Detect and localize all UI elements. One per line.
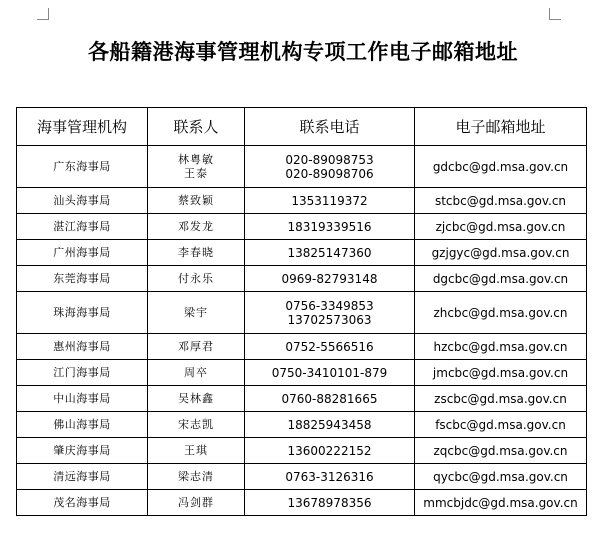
email-cell: jmcbc@gd.msa.gov.cn [415,360,587,386]
org-cell: 湛江海事局 [17,214,148,240]
email-cell: mmcbjdc@gd.msa.gov.cn [415,490,587,516]
phone-cell: 0750-3410101-879 [245,360,415,386]
email-cell: zjcbc@gd.msa.gov.cn [415,214,587,240]
phone-number: 13702573063 [287,312,372,327]
org-cell: 清远海事局 [17,464,148,490]
contact-cell: 王琪 [148,438,245,464]
contact-cell: 梁宇 [148,292,245,334]
contact-cell: 邓厚君 [148,334,245,360]
email-cell: gzjgyc@gd.msa.gov.cn [415,240,587,266]
phone-cell [245,146,415,188]
email-cell: dgcbc@gd.msa.gov.cn [415,266,587,292]
contact-cell: 蔡致颖 [148,188,245,214]
table-row [17,146,587,188]
table-row [17,412,587,438]
phone-number: 020-89098753 [285,152,374,167]
email-cell: hzcbc@gd.msa.gov.cn [415,334,587,360]
table-row [17,292,587,334]
table-row [17,386,587,412]
phone-number: 0756-3349853 [285,298,374,313]
contact-cell [148,146,245,188]
phone-cell: 18319339516 [245,214,415,240]
contact-name: 林粤敏 [178,152,214,166]
email-cell: zscbc@gd.msa.gov.cn [415,386,587,412]
contact-cell: 邓发龙 [148,214,245,240]
org-cell: 珠海海事局 [17,292,148,334]
contact-name: 王泰 [184,166,208,180]
table-row [17,464,587,490]
table-row [17,334,587,360]
header-org: 海事管理机构 [17,108,148,146]
email-cell: gdcbc@gd.msa.gov.cn [415,146,587,188]
org-cell: 东莞海事局 [17,266,148,292]
table-row [17,240,587,266]
document-title: 各船籍港海事管理机构专项工作电子邮箱地址 [88,40,518,64]
email-cell: fscbc@gd.msa.gov.cn [415,412,587,438]
contact-table [16,107,587,516]
table-header-row [17,108,587,146]
phone-cell: 0969-82793148 [245,266,415,292]
phone-cell: 18825943458 [245,412,415,438]
header-contact: 联系人 [148,108,245,146]
table-row [17,188,587,214]
page-corner-mark-left [37,8,49,20]
org-cell: 佛山海事局 [17,412,148,438]
phone-cell: 0763-3126316 [245,464,415,490]
phone-cell [245,292,415,334]
contact-cell: 冯剑群 [148,490,245,516]
email-cell: qycbc@gd.msa.gov.cn [415,464,587,490]
table-row [17,214,587,240]
contact-cell: 宋志凯 [148,412,245,438]
contact-cell: 付永乐 [148,266,245,292]
org-cell: 茂名海事局 [17,490,148,516]
email-cell: stcbc@gd.msa.gov.cn [415,188,587,214]
header-phone: 联系电话 [245,108,415,146]
org-cell: 广州海事局 [17,240,148,266]
table-row [17,360,587,386]
contact-cell: 吴林鑫 [148,386,245,412]
org-cell: 肇庆海事局 [17,438,148,464]
phone-cell: 0760-88281665 [245,386,415,412]
contact-cell: 周卒 [148,360,245,386]
phone-cell: 0752-5566516 [245,334,415,360]
phone-number: 020-89098706 [285,166,374,181]
contact-cell: 梁志清 [148,464,245,490]
email-cell: zhcbc@gd.msa.gov.cn [415,292,587,334]
phone-cell: 1353119372 [245,188,415,214]
phone-cell: 13825147360 [245,240,415,266]
org-cell: 惠州海事局 [17,334,148,360]
table-row [17,438,587,464]
email-cell: zqcbc@gd.msa.gov.cn [415,438,587,464]
table-row [17,490,587,516]
org-cell: 广东海事局 [17,146,148,188]
header-email: 电子邮箱地址 [415,108,587,146]
phone-cell: 13678978356 [245,490,415,516]
org-cell: 中山海事局 [17,386,148,412]
org-cell: 汕头海事局 [17,188,148,214]
phone-cell: 13600222152 [245,438,415,464]
contact-cell: 李春晓 [148,240,245,266]
page-corner-mark-right [549,8,561,20]
org-cell: 江门海事局 [17,360,148,386]
table-row [17,266,587,292]
